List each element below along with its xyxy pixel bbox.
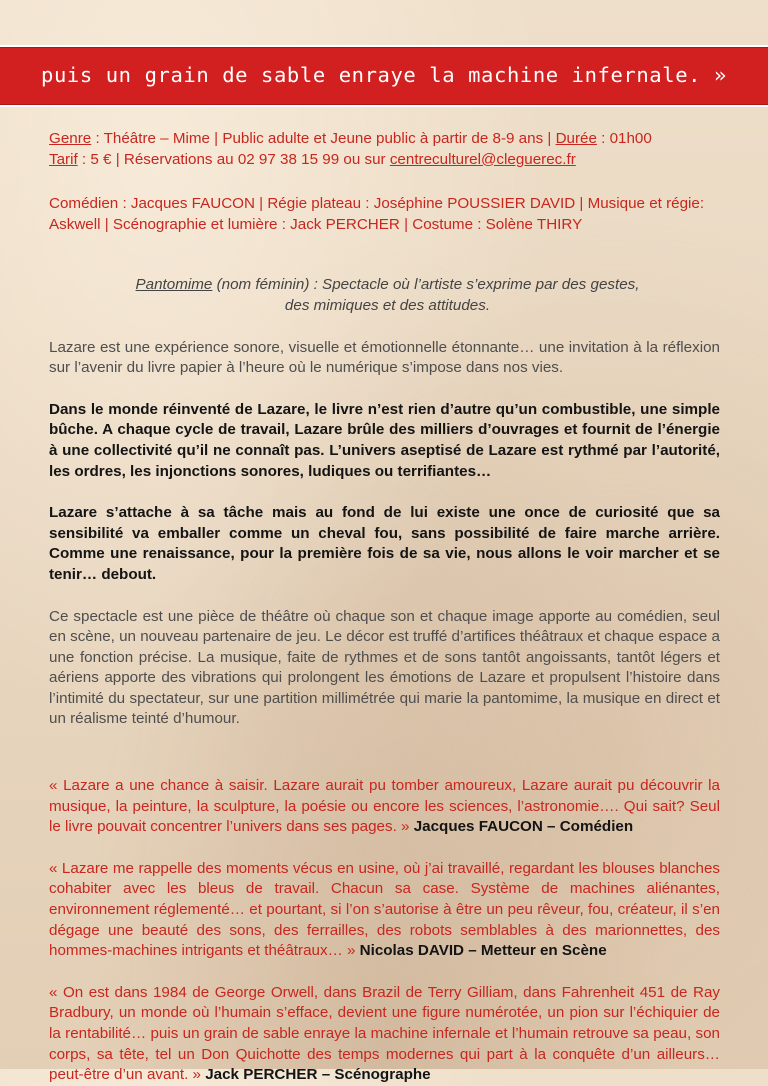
quote-faucon	[49, 776, 720, 838]
bold-paragraph-1: Dans le monde réinventé de Lazare, le livre n’est rien d’autre qu’un combustible, une simple bûche. A chaque cycle de travail, Lazare brûle des milliers d’ouvrages et fournit de l’énergie à une collectivité qu’il ne connaît pas. L’univers aseptisé de Lazare est rythmé par l’autorité, les ordres, les injonctions sonores, ludiques ou terrifiantes…	[49, 400, 720, 480]
definition-line-2: des mimiques et des attitudes.	[284, 296, 491, 314]
tarif-label: Tarif	[49, 150, 78, 168]
quote-author: Jacques FAUCON – Comédien	[413, 818, 634, 836]
quote-percher	[49, 983, 720, 1086]
quote-text: « Lazare a une chance à saisir. Lazare aurait pu tomber amoureux, Lazare aurait pu découvrir la musique, la peinture, la sculpture, la poésie ou encore les sciences, l’astronomie…. Qui sait? Seul le livre pouvait concentrer l’univers dans ses pages. »	[49, 777, 720, 836]
credits	[49, 194, 720, 235]
banner-text: puis un grain de sable enraye la machine infernale. »	[41, 63, 727, 87]
definition-line-1: (nom féminin) : Spectacle où l’artiste s’exprime par des gestes,	[212, 276, 640, 294]
credits-line-1: Comédien : Jacques FAUCON | Régie plateau : Joséphine POUSSIER DAVID | Musique et régie:	[49, 195, 705, 213]
duree-label: Durée	[555, 130, 597, 147]
bold-paragraph-2: Lazare s’attache à sa tâche mais au fond de lui existe une once de curiosité que sa sensibilité va emballer comme un cheval fou, sans possibilité de faire marche arrière. Comme une renaissance, pour la première fois de sa vie, nous allons le voir marcher et se tenir… debout.	[49, 504, 720, 583]
credits-line-2: Askwell | Scénographie et lumière : Jack PERCHER | Costume : Solène THIRY	[49, 215, 583, 233]
tarif-value: : 5 € | Réservations au 02 97 38 15 99 ou sur	[77, 150, 390, 168]
quote-author: Jack PERCHER – Scénographe	[205, 1066, 431, 1084]
duree-value: : 01h00	[596, 130, 652, 147]
main-content	[49, 129, 720, 1086]
definition-term: Pantomime	[135, 276, 213, 294]
quote-text: « Lazare me rappelle des moments vécus en usine, où j’ai travaillé, regardant les blouses blanches cohabiter avec les bleus de travail. Chacun sa case. Système de machines aliénantes, environnement réglementé… et pourtant, si l’on s’autorise à être un peu rêveur, fou, créateur, il s’en dégage une beauté des sons, des ferrailles, des robots semblables à des marionnettes, des hommes-machines intrigants et théâtraux… »	[49, 859, 720, 960]
quote-author: Nicolas DAVID – Metteur en Scène	[359, 942, 607, 960]
tarif-line	[49, 150, 720, 171]
quote-text: « On est dans 1984 de George Orwell, dans Brazil de Terry Gilliam, dans Fahrenheit 451 de Ray Bradbury, un monde où l’humain s’efface, devient une figure numérotée, un pion sur l’échiquier de la rentabilité… puis un grain de sable enraye la machine infernale et l’humain retrouve sa peau, son corps, sa tête, tel un Don Quichotte des temps modernes qui part à la conquête d’un ailleurs… peut-être d’un avant. »	[49, 983, 720, 1084]
info-block	[49, 129, 720, 235]
quote-david	[49, 859, 720, 962]
title-banner	[0, 45, 768, 107]
definition	[49, 275, 720, 316]
spectacle-paragraph: Ce spectacle est une pièce de théâtre où chaque son et chaque image apporte au comédien, seul en scène, un nouveau partenaire de jeu. Le décor est truffé d’artifices théâtraux et chaque espace a une fonction précise. La musique, faite de rythmes et de sons tantôt angoissants, tantôt légers et aériens apporte des vibrations qui prolongent les émotions de Lazare et propulsent l’histoire dans l’intimité du spectateur, sur une partition millimétrée qui marie la pantomime, la musique en direct et un réalisme teinté d’humour.	[49, 607, 720, 728]
email-link[interactable]: centreculturel@cleguerec.fr	[389, 150, 576, 168]
genre-line	[49, 129, 720, 150]
genre-value: : Théâtre – Mime | Public adulte et Jeune public à partir de 8-9 ans |	[91, 130, 556, 147]
intro-paragraph: Lazare est une expérience sonore, visuelle et émotionnelle étonnante… une invitation à la réflexion sur l’avenir du livre papier à l’heure où le numérique s’impose dans nos vies.	[49, 338, 720, 377]
genre-label: Genre	[49, 130, 92, 147]
